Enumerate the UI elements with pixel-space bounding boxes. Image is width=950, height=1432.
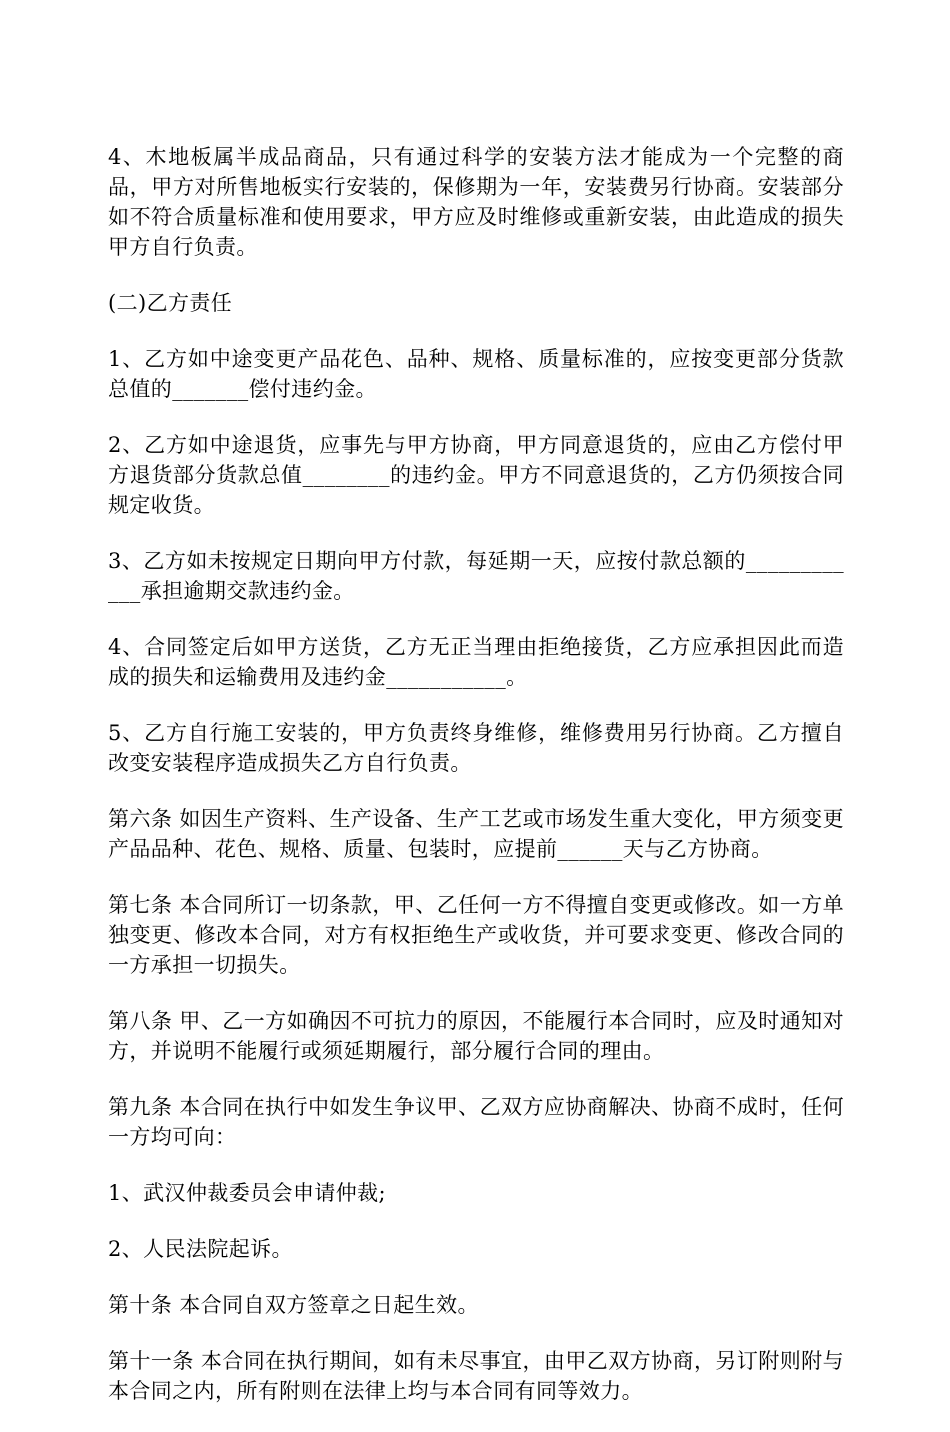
article-7: 第七条 本合同所订一切条款，甲、乙任何一方不得擅自变更或修改。如一方单独变更、修改本合同，对方有权拒绝生产或收货，并可要求变更、修改合同的一方承担一切损失。: [108, 893, 844, 977]
article-11: 第十一条 本合同在执行期间，如有未尽事宜，由甲乙双方协商，另订附则附与本合同之内，所有附则在法律上均与本合同有同等效力。: [108, 1349, 844, 1403]
party-b-clause-5: 5、乙方自行施工安装的，甲方负责终身维修，维修费用另行协商。乙方擅自改变安装程序造成损失乙方自行负责。: [108, 721, 844, 775]
clause-4-installation: 4、木地板属半成品商品，只有通过科学的安装方法才能成为一个完整的商品，甲方对所售地板实行安装的，保修期为一年，安装费另行协商。安装部分如不符合质量标准和使用要求，甲方应及时维修或重新安装，由此造成的损失甲方自行负责。: [108, 145, 844, 259]
article-6: 第六条 如因生产资料、生产设备、生产工艺或市场发生重大变化，甲方须变更产品品种、花色、规格、质量、包装时，应提前______天与乙方协商。: [108, 807, 844, 861]
party-b-clause-1: 1、乙方如中途变更产品花色、品种、规格、质量标准的，应按变更部分货款总值的_______偿付违约金。: [108, 347, 844, 401]
article-9: 第九条 本合同在执行中如发生争议甲、乙双方应协商解决、协商不成时，任何一方均可向：: [108, 1095, 844, 1149]
article-9-option-1: 1、武汉仲裁委员会申请仲裁;: [108, 1181, 387, 1205]
party-b-clause-3: 3、乙方如未按规定日期向甲方付款，每延期一天，应按付款总额的____________承担逾期交款违约金。: [108, 549, 844, 603]
party-b-clause-2: 2、乙方如中途退货，应事先与甲方协商，甲方同意退货的，应由乙方偿付甲方退货部分货款总值________的违约金。甲方不同意退货的，乙方仍须按合同规定收货。: [108, 433, 844, 517]
document-body: [108, 142, 844, 1432]
article-8: 第八条 甲、乙一方如确因不可抗力的原因，不能履行本合同时，应及时通知对方，并说明不能履行或须延期履行，部分履行合同的理由。: [108, 1009, 844, 1063]
article-9-option-2: 2、人民法院起诉。: [108, 1237, 293, 1261]
party-b-clause-4: 4、合同签定后如甲方送货，乙方无正当理由拒绝接货，乙方应承担因此而造成的损失和运输费用及违约金___________。: [108, 635, 844, 689]
article-10: 第十条 本合同自双方签章之日起生效。: [108, 1293, 479, 1317]
section-heading-party-b: (二)乙方责任: [108, 291, 233, 315]
